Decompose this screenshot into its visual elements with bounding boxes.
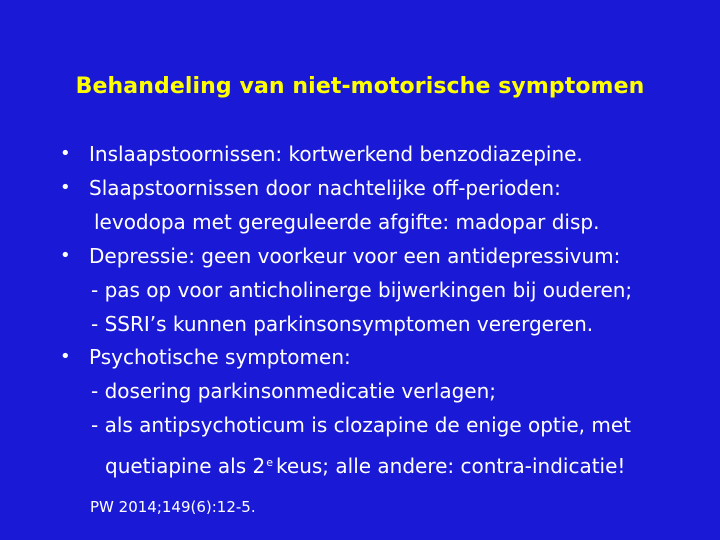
slide-title: Behandeling van niet-motorische symptomen [75, 74, 645, 99]
list-subitem: - SSRI’s kunnen parkinsonsymptomen verergeren. [91, 312, 594, 336]
bullet-icon: • [60, 177, 71, 198]
list-subitem: - dosering parkinsonmedicatie verlagen; [91, 379, 496, 403]
list-subitem: - pas op voor anticholinerge bijwerkingen bij ouderen; [91, 278, 633, 302]
reference-citation: PW 2014;149(6):12-5. [90, 498, 256, 516]
ordinal-superscript: e [266, 456, 274, 469]
list-item: Inslaapstoornissen: kortwerkend benzodiazepine. [89, 142, 583, 166]
list-subitem: - als antipsychoticum is clozapine de enige optie, met [91, 413, 631, 437]
list-item: Slaapstoornissen door nachtelijke off-perioden: [89, 176, 561, 200]
bullet-icon: • [60, 346, 71, 367]
list-item: Depressie: geen voorkeur voor een antidepressivum: [89, 244, 621, 268]
line-text: quetiapine als 2 [105, 454, 266, 478]
list-subitem-continuation [105, 449, 625, 480]
list-item: Psychotische symptomen: [89, 345, 351, 369]
bullet-icon: • [60, 143, 71, 164]
list-item-continuation: levodopa met gereguleerde afgifte: madopar disp. [94, 210, 600, 234]
bullet-icon: • [60, 245, 71, 266]
line-text: keus; alle andere: contra-indicatie! [276, 454, 626, 478]
